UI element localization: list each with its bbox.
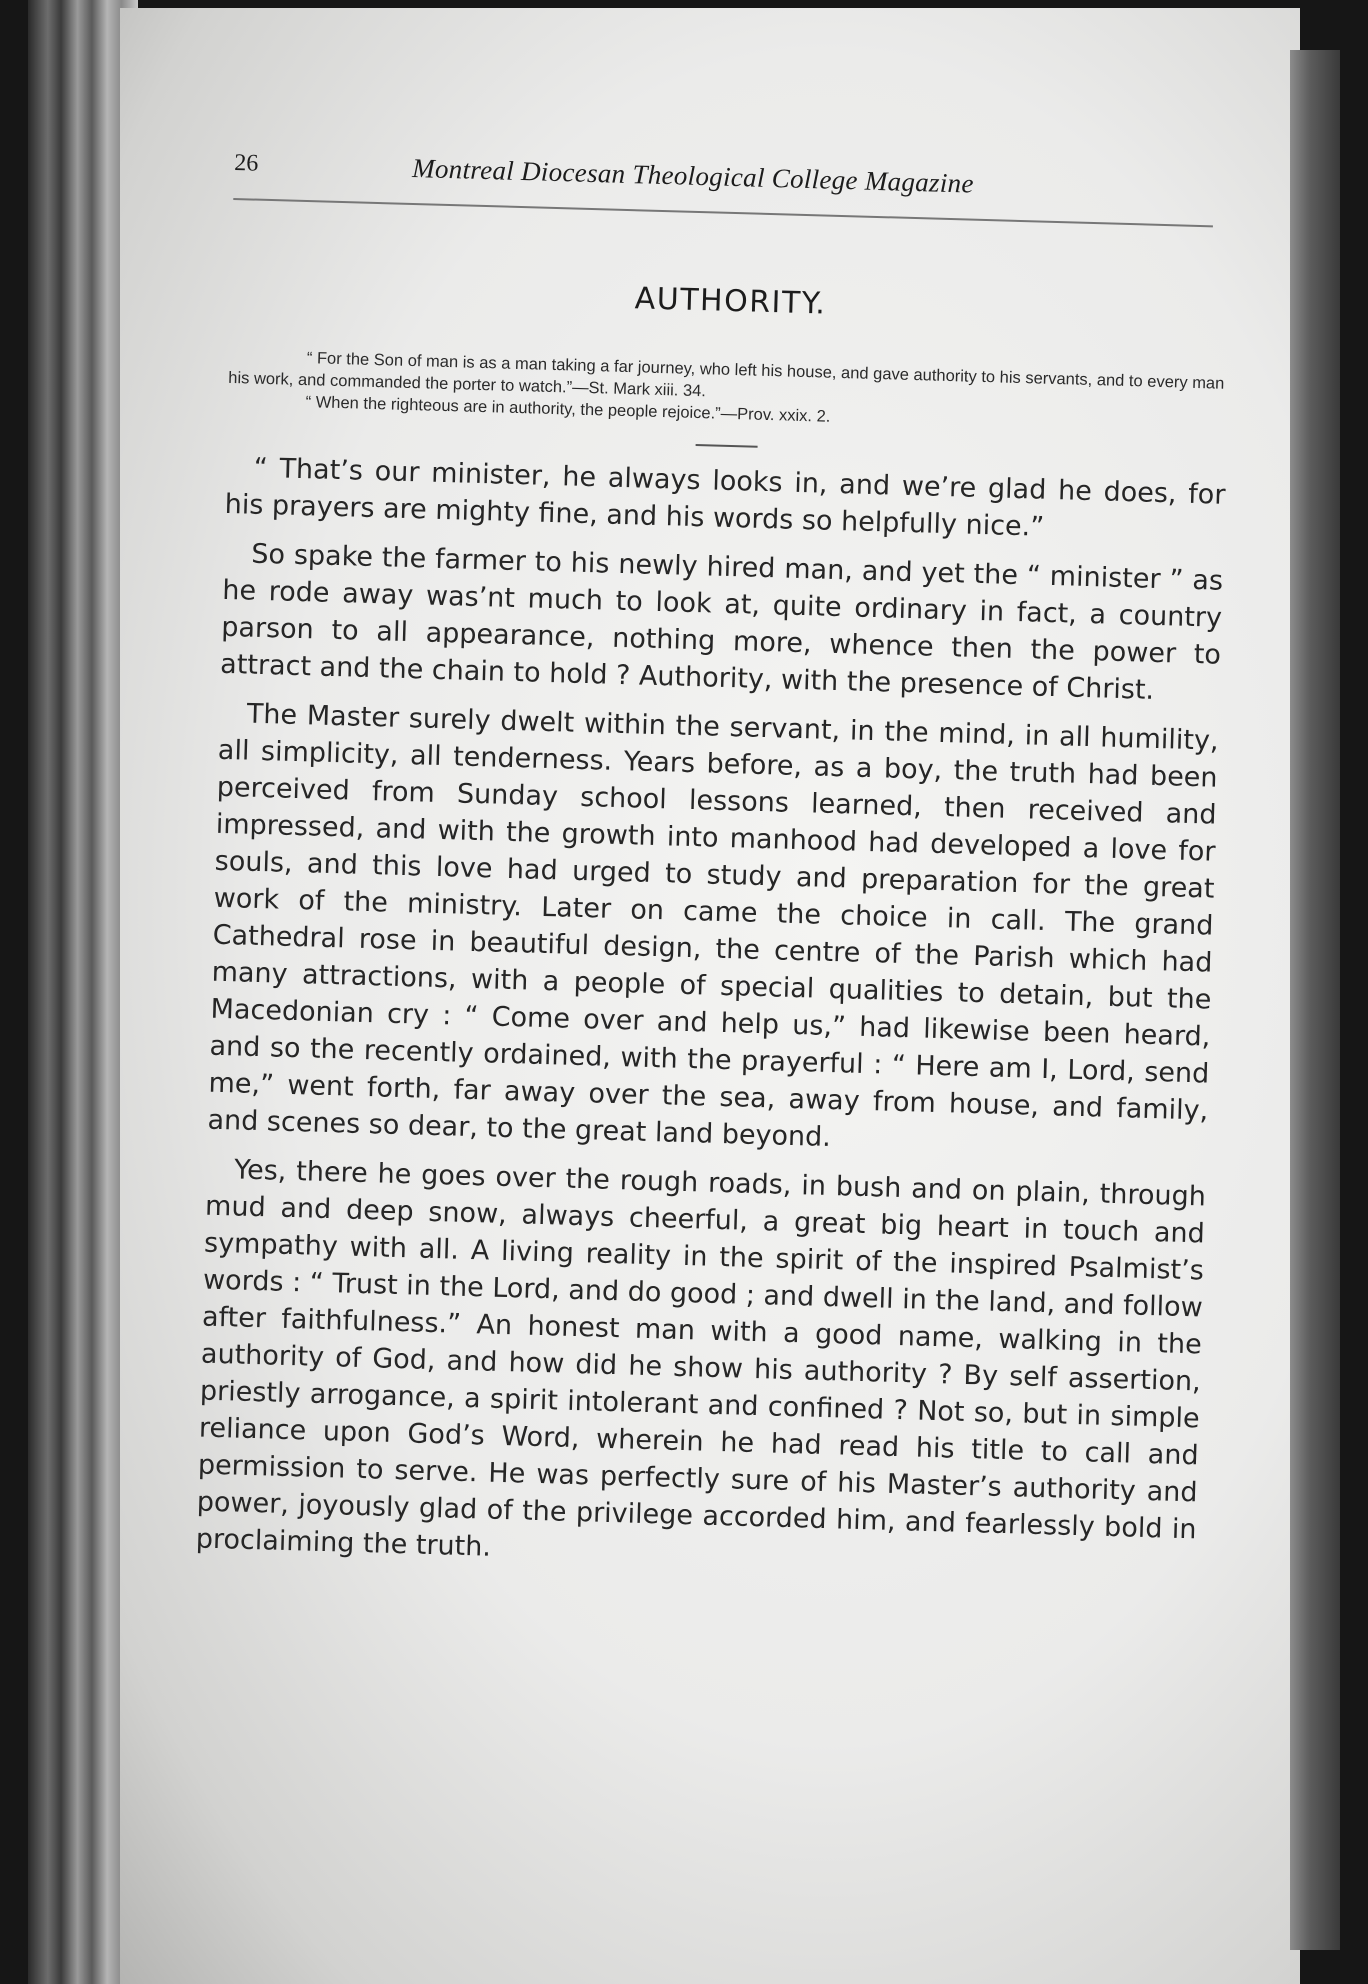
- page-header: [233, 138, 1234, 230]
- article-body: [195, 449, 1226, 1585]
- paragraph-3: The Master surely dwelt within the servant, in the mind, in all humility, all simplicity, all tenderness. Years before, as a boy, the truth had been perceived from Sunday school lessons learned, then received and impressed, and with the growth into manhood had developed a love for souls, and this love had urged to study and preparation for the great work of the ministry. Later on came the choice in call. The grand Cathedral rose in beautiful design, the centre of the Parish which had many attractions, with a people of special qualities to detain, but the Macedonian cry : “ Come over and help us,” had likewise been heard, and so the recently ordained, with the prayerful : “ Here am I, Lord, send me,” went forth, far away over the sea, away from house, and family, and scenes so dear, to the great land beyond.: [207, 698, 1219, 1154]
- running-title: Montreal Diocesan Theological College Magazine: [411, 152, 975, 199]
- section-divider: [696, 444, 758, 448]
- page-number: 26: [233, 149, 259, 177]
- article-title: AUTHORITY.: [634, 281, 827, 322]
- paragraph-1: “ That’s our minister, he always looks in, and we’re glad he does, for his prayers are mighty fine, and his words so helpfully nice.”: [224, 452, 1226, 543]
- header-rule: [233, 198, 1213, 227]
- epigraph-proverbs: “ When the righteous are in authority, the people rejoice.”—Prov. xxix. 2.: [305, 393, 831, 426]
- epigraph-mark: “ For the Son of man is as a man taking a far journey, who left his house, and gave authority to his servants, and to every man his work, and commanded the porter to watch.”—St. Mark xiii. 34.: [228, 349, 1225, 401]
- page-edge: [1290, 50, 1340, 1950]
- paper-page: [120, 8, 1300, 1984]
- epigraph-block: [227, 345, 1228, 439]
- paragraph-2: So spake the farmer to his newly hired man, and yet the “ minister ” as he rode away was’nt much to look at, quite ordinary in fact, a country parson to all appearance, nothing more, whence then the power to attract and the chain to hold ? Authority, with the presence of Christ.: [219, 538, 1224, 706]
- page-content: [195, 138, 1235, 1597]
- paragraph-4: Yes, there he goes over the rough roads, in bush and on plain, through mud and deep snow, always cheerful, a great big heart in touch and sympathy with all. A living reality in the spirit of the inspired Psalmist’s words : “ Trust in the Lord, and do good ; and dwell in the land, and follow after faithfulness.” An honest man with a good name, walking in the authority of God, and how did he show his authority ? By self assertion, priestly arrogance, a spirit intolerant and confined ? Not so, but in simple reliance upon God’s Word, wherein he had read his title to call and permission to serve. He was perfectly sure of his Master’s authority and power, joyously glad of the privilege accorded him, and fearlessly bold in proclaiming the truth.: [195, 1154, 1207, 1563]
